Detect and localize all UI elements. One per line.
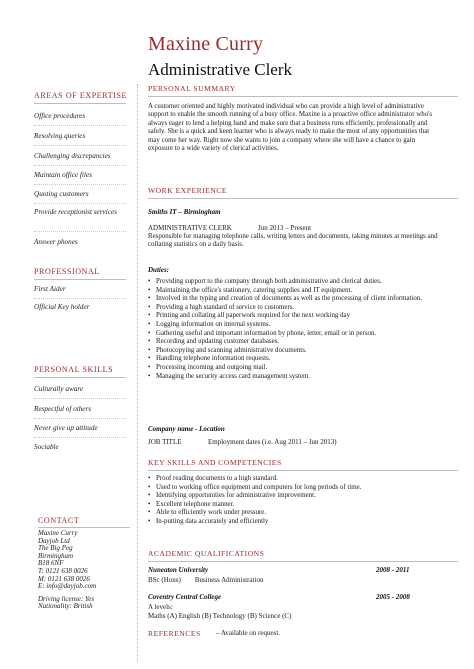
list-item: • Proof reading documents to a high standard. [148, 475, 448, 484]
column-divider [137, 84, 138, 662]
list-item: • Handling telephone information requests. [148, 355, 448, 364]
contact-mobile: M: 0121 638 0026 [38, 574, 90, 583]
list-item: • Able to efficiently work under pressure. [148, 509, 448, 518]
company2-name: Company name - Location [148, 425, 225, 433]
professional-heading: PROFESSIONAL [34, 267, 100, 276]
driving-license: Driving license: Yes [38, 594, 95, 603]
summary-heading: PERSONAL SUMMARY [148, 84, 236, 93]
candidate-role: Administrative Clerk [148, 60, 293, 79]
job2-dates: Employment dates (i.e. Aug 2011 – Jun 2013) [208, 438, 337, 446]
divider [34, 418, 126, 419]
expertise-rule [34, 103, 126, 104]
references-heading: REFERENCES [148, 629, 201, 638]
degree2-label: A levels: [148, 603, 173, 611]
expertise-item: Challenging discrepancies [34, 152, 111, 160]
contact-heading: CONTACT [38, 516, 80, 525]
divider [34, 437, 126, 438]
divider [34, 231, 126, 232]
contact-city: Birmingham [38, 551, 73, 560]
divider [34, 184, 126, 185]
contact-rule [38, 527, 130, 528]
experience-heading: WORK EXPERIENCE [148, 186, 228, 195]
list-item: • Excellent telephone manner. [148, 501, 448, 510]
skills-rule [148, 470, 458, 471]
divider [34, 145, 126, 146]
professional-item: Official Key holder [34, 303, 90, 311]
list-item: • In-putting data accurately and efficiently [148, 518, 448, 527]
list-item: • Gathering useful and important information by phone, letter, email or in person. [148, 330, 448, 339]
list-item: • Involved in the typing and creation of documents as well as the processing of client information. [148, 295, 448, 304]
list-item: • Printing and collating all paperwork required for the next working day [148, 312, 448, 321]
duties-heading: Duties: [148, 266, 169, 274]
contact-email[interactable]: E: info@dayjob.com [38, 582, 97, 591]
divider [34, 298, 126, 299]
skills-list [148, 475, 448, 527]
company-name: Smiths IT – Birmingham [148, 208, 221, 216]
summary-rule [148, 96, 458, 97]
school1-dates: 2008 - 2011 [376, 566, 410, 574]
list-item: • Processing incoming and outgoing mail. [148, 364, 448, 373]
school2-dates: 2005 - 2008 [376, 593, 410, 601]
summary-text: A customer oriented and highly motivated individual who can provide a high level of administrative support to enable the smooth running of a busy office. Maxine is a proactive office administrator who's always eager to lend a helping hand and make sure that a business runs efficiently, professionally and safely. She is a quick and keen learner who is always ready to make the most of any opportunities that may come her way. Right now she wants to join a company where she will have a chance to gain exposure to a wide variety of clerical activities. [148, 103, 433, 153]
contact-block [38, 530, 134, 611]
expertise-item: Quoting customers [34, 190, 89, 198]
skills-heading: KEY SKILLS AND COMPETENCIES [148, 458, 282, 467]
expertise-item: Provide receptionist services [34, 208, 117, 216]
professional-item: First Aider [34, 285, 66, 293]
degree1: BSc (Hons) Business Administration [148, 576, 264, 584]
contact-address: The Big Peg [38, 544, 73, 553]
candidate-name: Maxine Curry [148, 33, 264, 55]
personal-skills-rule [34, 377, 126, 378]
expertise-heading: AREAS OF EXPERTISE [34, 91, 127, 100]
expertise-item: Maintain office files [34, 171, 92, 179]
references-text: – Available on request. [216, 629, 281, 637]
divider [34, 125, 126, 126]
personal-skill: Respectful of others [34, 405, 92, 413]
list-item: • Recording and updating customer databases. [148, 338, 448, 347]
nationality: Nationality: British [38, 602, 93, 611]
expertise-item: Resolving queries [34, 132, 86, 140]
contact-company: Dayjob Ltd [38, 536, 70, 545]
experience-rule [148, 198, 458, 199]
divider [34, 398, 126, 399]
list-item: • Photocopying and scanning administrative documents. [148, 347, 448, 356]
personal-skill: Never give up attitude [34, 424, 98, 432]
expertise-item: Answer phones [34, 238, 78, 246]
contact-telephone: T: 0121 638 0026 [38, 566, 88, 575]
divider [34, 203, 126, 204]
job-dates: Jun 2013 – Present [258, 224, 312, 232]
personal-skills-heading: PERSONAL SKILLS [34, 365, 114, 374]
expertise-item: Office procedures [34, 112, 86, 120]
contact-name: Maxine Curry [38, 529, 78, 537]
list-item: • Maintaining the office's stationery, catering supplies and IT equipment. [148, 287, 448, 296]
education-heading: ACADEMIC QUALIFICATIONS [148, 549, 265, 558]
list-item: • Logging information on internal systems. [148, 321, 448, 330]
duties-list [148, 278, 448, 381]
job2-title: JOB TITLE [148, 438, 182, 446]
contact-postcode: B18 6NF [38, 559, 64, 568]
personal-skill: Culturally aware [34, 385, 84, 393]
job-description: Responsible for managing telephone calls, writing letters and documents, taking minutes at meetings and collating statistics on a daily basis. [148, 233, 438, 249]
list-item: • Managing the security access card management system. [148, 373, 448, 382]
list-item: • Providing a high standard of service to customers. [148, 304, 448, 313]
list-item: • Providing support to the company through both administrative and clerical duties. [148, 278, 448, 287]
school1-name: Nuneaton University [148, 566, 209, 574]
school2-name: Coventry Central College [148, 593, 222, 601]
degree2-subjects: Maths (A) English (B) Technology (B) Science (C) [148, 612, 292, 620]
job-title: ADMINISTRATIVE CLERK [148, 224, 232, 232]
professional-rule [34, 279, 126, 280]
education-rule [148, 561, 458, 562]
list-item: • Used to working office equipment and computers for long periods of time. [148, 484, 448, 493]
personal-skill: Sociable [34, 443, 59, 451]
list-item: • Identifying opportunities for administrative improvement. [148, 492, 448, 501]
divider [34, 165, 126, 166]
